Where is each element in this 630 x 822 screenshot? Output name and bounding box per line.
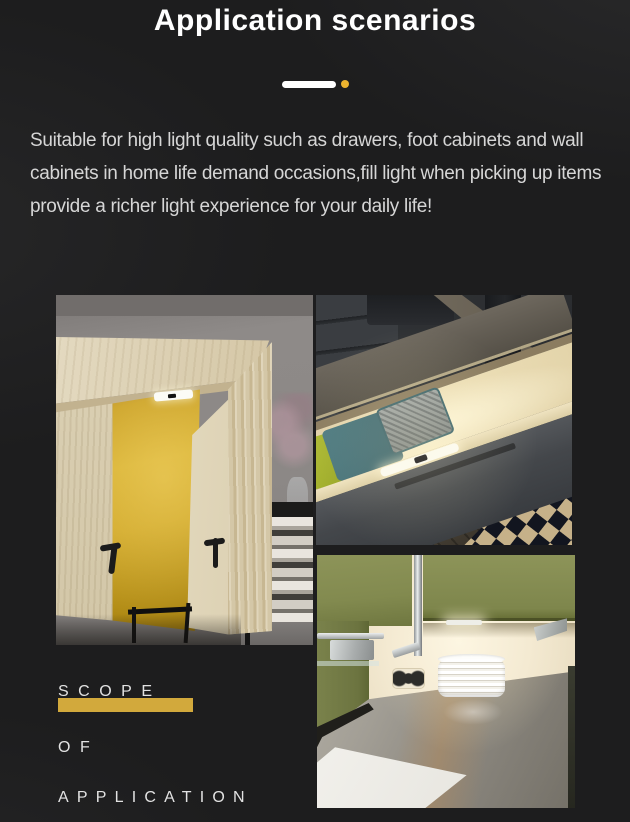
- gallery-image-cabinet: [56, 295, 313, 645]
- kitchen-upper-cabinet-left: [317, 555, 412, 626]
- cabinet-wall-top-shadow: [56, 295, 313, 316]
- kitchen-under-cabinet-light: [446, 620, 482, 625]
- page-title: Application scenarios: [153, 4, 477, 37]
- scope-word-of: OF: [58, 739, 100, 756]
- cabinet-sensor-window: [168, 393, 177, 398]
- chrome-pole: [414, 555, 422, 656]
- chrome-dispenser: [330, 640, 374, 660]
- plate-stack: [438, 659, 505, 697]
- wall-power-outlets: [392, 668, 426, 690]
- plates-reflection: [443, 699, 502, 724]
- cabinet-floor-shadow: [56, 614, 241, 646]
- dried-flowers-decor: [267, 393, 313, 477]
- glass-shelf: [317, 661, 379, 666]
- gallery-image-kitchen: [317, 555, 575, 808]
- drawer-light-glow: [316, 295, 572, 545]
- gallery-image-drawer: [316, 295, 572, 545]
- title-divider: [0, 80, 630, 88]
- scope-word-application: APPLICATION: [58, 789, 253, 806]
- kitchen-upper-cabinet-right: [423, 555, 575, 621]
- towel-rail: [317, 633, 384, 639]
- divider-dot-icon: [341, 80, 349, 88]
- scope-word-scope: SCOPE: [58, 683, 162, 700]
- intro-paragraph: Suitable for high light quality such as drawers, foot cabinets and wall cabinets in home life demand occasions,fill light when picking up items provide a richer light experience for your daily life!: [30, 130, 602, 217]
- divider-line-icon: [282, 81, 336, 88]
- kitchen-right-dark-edge: [568, 666, 575, 808]
